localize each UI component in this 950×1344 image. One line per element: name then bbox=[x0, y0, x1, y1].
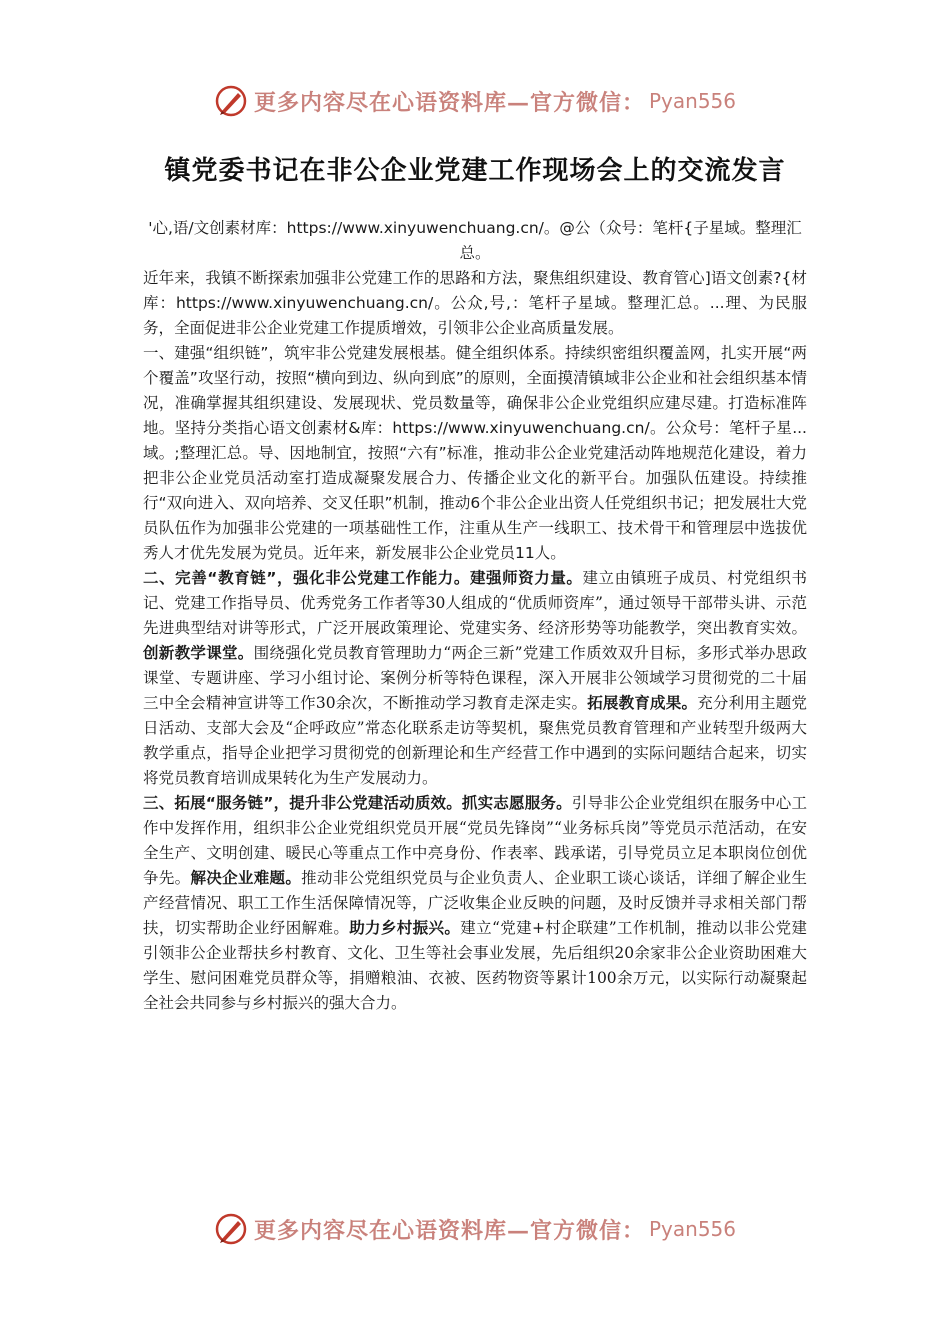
section-3-subheading-1: 抓实志愿服务。 bbox=[461, 794, 572, 812]
banner-text: 更多内容尽在心语资料库—官方微信： bbox=[253, 1217, 645, 1244]
section-3-subheading-3: 助力乡村振兴。 bbox=[349, 919, 461, 937]
section-2-subheading-1: 建强师资力量。 bbox=[469, 569, 583, 587]
section-2-text-2: 围绕强化党员教育管理助力“两企三新”党建工作质效双升目标，多形式举办思政课堂、专题讲座、学习小组讨论、案例分析等特色课程，深入开展非公领域学习贯彻党的二十届三中全会精神宣讲等工作30余次，不断推动学习教育走深走实。 bbox=[143, 644, 807, 712]
section-2-text-3: 充分利用主题党日活动、支部大会及“企呼政应”常态化联系走访等契机，聚焦党员教育管理和产业转型升级两大教学重点，指导企业把学习贯彻党的创新理论和生产经营工作中遇到的实际问题结合起来，切实将党员教育培训成果转化为生产发展动力。 bbox=[143, 694, 807, 787]
pen-logo-icon bbox=[214, 1212, 248, 1246]
section-3-heading: 三、拓展“服务链”，提升非公党建活动质效。 bbox=[143, 794, 462, 812]
section-2-text-1: 建立由镇班子成员、村党组织书记、党建工作指导员、优秀党务工作者等30人组成的“优质师资库”，通过领导干部带头讲、示范先进典型结对讲等形式，广泛开展政策理论、党建实务、经济形势等功能教学，突出教育实效。 bbox=[143, 569, 807, 637]
section-2-paragraph bbox=[143, 566, 807, 791]
section-3-subheading-2: 解决企业难题。 bbox=[190, 869, 302, 887]
pen-logo-icon bbox=[214, 84, 248, 118]
section-3-text-1: 引导非公企业党组织在服务中心工作中发挥作用，组织非公企业党组织党员开展“党员先锋岗”“业务标兵岗”等党员示范活动，在安全生产、文明创建、暖民心等重点工作中亮身份、作表率、践承诺，引导党员立足本职岗位创优争先。 bbox=[143, 794, 807, 887]
footer-banner bbox=[0, 1208, 950, 1250]
section-1-paragraph: 一、建强“组织链”，筑牢非公党建发展根基。健全组织体系。持续织密组织覆盖网，扎实开展“两个覆盖”攻坚行动，按照“横向到边、纵向到底”的原则，全面摸清镇域非公企业和社会组织基本情况，准确掌握其组织建设、发展现状、党员数量等，确保非公企业党组织应建尽建。打造标准阵地。坚持分类指心语文创素材&库：https://www.xinyuwenchuang.cn/。公众号：笔杆子星...域。;整理汇总。导、因地制宜，按照“六有”标准，推动非公企业党建活动阵地规范化建设，着力把非公企业党员活动室打造成凝聚发展合力、传播企业文化的新平台。加强队伍建设。持续推行“双向进入、双向培养、交叉任职”机制，推动6个非公企业出资人任党组织书记；把发展壮大党员队伍作为加强非公党建的一项基础性工作，注重从生产一线职工、技术骨干和管理层中选拔优秀人才优先发展为党员。近年来，新发展非公企业党员11人。 bbox=[143, 344, 807, 562]
section-2-subheading-2: 创新教学课堂。 bbox=[143, 644, 254, 662]
source-note: '心,语/文创素材库：https://www.xinyuwenchuang.cn/。@公（众号：笔杆{子星域。整理汇总。 bbox=[148, 219, 802, 262]
intro-paragraph: 近年来，我镇不断探索加强非公党建工作的思路和方法，聚焦组织建设、教育管心]语文创素?{材库：https://www.xinyuwenchuang.cn/。公众,号,：笔杆子星域。整理汇总。...理、为民服务，全面促进非公企业党建工作提质增效，引领非公企业高质量发展。 bbox=[143, 269, 807, 337]
document-body bbox=[143, 216, 807, 1016]
section-3-paragraph bbox=[143, 791, 807, 1016]
page-title: 镇党委书记在非公企业党建工作现场会上的交流发言 bbox=[164, 156, 786, 186]
banner-wechat-id: Pyan556 bbox=[649, 89, 737, 113]
section-3-text-3: 建立“党建+村企联建”工作机制，推动以非公党建引领非公企业帮扶乡村教育、文化、卫生等社会事业发展，先后组织20余家非公企业资助困难大学生、慰问困难党员群众等，捐赠粮油、衣被、医药物资等累计100余万元，以实际行动凝聚起全社会共同参与乡村振兴的强大合力。 bbox=[143, 919, 807, 1012]
section-2-heading: 二、完善“教育链”，强化非公党建工作能力。 bbox=[143, 569, 470, 587]
header-banner bbox=[0, 80, 950, 122]
banner-wechat-id: Pyan556 bbox=[649, 1217, 737, 1241]
banner-text: 更多内容尽在心语资料库—官方微信： bbox=[253, 89, 645, 116]
section-2-subheading-3: 拓展教育成果。 bbox=[587, 694, 698, 712]
section-3-text-2: 推动非公党组织党员与企业负责人、企业职工谈心谈话，详细了解企业生产经营情况、职工工作生活保障情况等，广泛收集企业反映的问题，及时反馈并寻求相关部门帮扶，切实帮助企业纾困解难。 bbox=[143, 869, 807, 937]
